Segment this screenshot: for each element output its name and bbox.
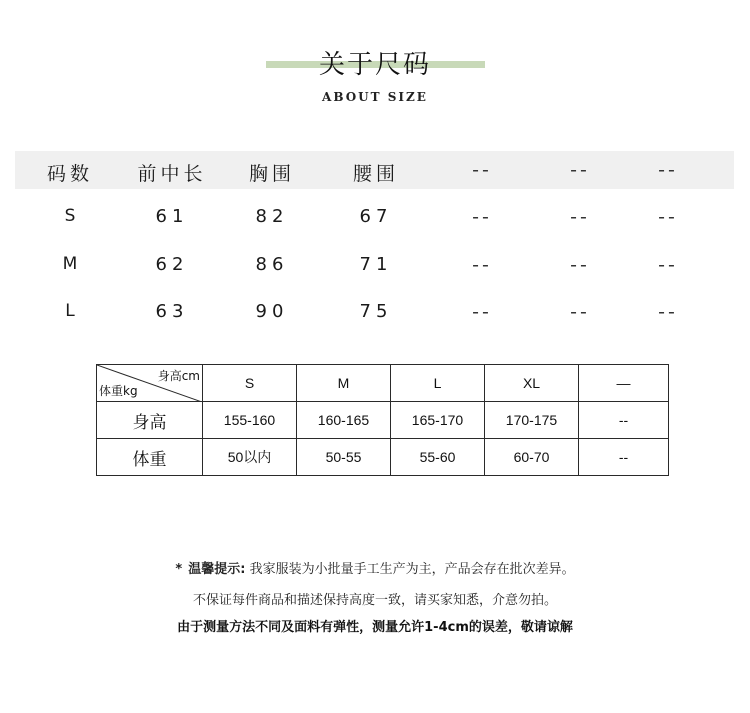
size-cell: -- (658, 254, 678, 276)
size-cell: -- (472, 206, 492, 228)
note-lead: 温馨提示: (188, 562, 246, 577)
fit-cell: 50以内 (203, 439, 297, 476)
fit-col-header: XL (485, 365, 579, 402)
page-subtitle: ABOUT SIZE (322, 90, 428, 104)
size-cell: -- (570, 254, 590, 276)
size-header-size: 码数 (46, 163, 93, 185)
size-cell: -- (658, 206, 678, 228)
size-cell: 61 (155, 206, 189, 227)
size-row-label: M (62, 254, 78, 274)
fit-row-label: 体重 (97, 439, 203, 476)
fit-table-row (97, 402, 669, 439)
note-text-1: 我家服装为小批量手工生产为主，产品会存在批次差异。 (249, 562, 575, 577)
size-header-length: 前中长 (137, 163, 207, 185)
size-cell: -- (570, 301, 590, 323)
note-line-1 (0, 558, 750, 577)
fit-cell: -- (579, 439, 669, 476)
size-cell: -- (658, 301, 678, 323)
note-line-3: 由于测量方法不同及面料有弹性，测量允许1-4cm的误差，敬请谅解 (177, 620, 573, 635)
size-header-blank-3: -- (658, 159, 678, 181)
fit-table-row (97, 439, 669, 476)
corner-weight-label: 体重kg (99, 384, 138, 398)
size-cell: 63 (155, 301, 189, 322)
note-line-2: 不保证每件商品和描述保持高度一致，请买家知悉，介意勿拍。 (192, 593, 557, 608)
fit-row-label: 身高 (97, 402, 203, 439)
note-star: * (175, 562, 183, 577)
fit-cell: 50-55 (297, 439, 391, 476)
fit-table (96, 364, 669, 476)
size-row-label: S (64, 206, 76, 226)
size-row-label: L (65, 301, 75, 321)
size-header-blank-2: -- (570, 159, 590, 181)
size-cell: 82 (255, 206, 289, 227)
fit-cell: -- (579, 402, 669, 439)
size-cell: -- (472, 301, 492, 323)
fit-col-header: S (203, 365, 297, 402)
size-header-chest: 胸围 (248, 163, 295, 185)
size-cell: 62 (155, 254, 189, 275)
size-cell: -- (570, 206, 590, 228)
size-cell: 71 (359, 254, 393, 275)
fit-cell: 55-60 (391, 439, 485, 476)
fit-table-corner-cell (97, 365, 203, 402)
size-cell: -- (472, 254, 492, 276)
fit-col-header: L (391, 365, 485, 402)
fit-cell: 160-165 (297, 402, 391, 439)
fit-col-header: M (297, 365, 391, 402)
page-title: 关于尺码 (318, 50, 431, 80)
fit-cell: 170-175 (485, 402, 579, 439)
size-cell: 86 (255, 254, 289, 275)
size-cell: 75 (359, 301, 393, 322)
fit-col-header: — (579, 365, 669, 402)
fit-table-header-row (97, 365, 669, 402)
fit-cell: 165-170 (391, 402, 485, 439)
size-header-blank-1: -- (472, 159, 492, 181)
size-cell: 67 (359, 206, 393, 227)
fit-cell: 155-160 (203, 402, 297, 439)
size-cell: 90 (255, 301, 289, 322)
corner-height-label: 身高cm (157, 369, 200, 383)
fit-cell: 60-70 (485, 439, 579, 476)
size-header-waist: 腰围 (352, 163, 399, 185)
